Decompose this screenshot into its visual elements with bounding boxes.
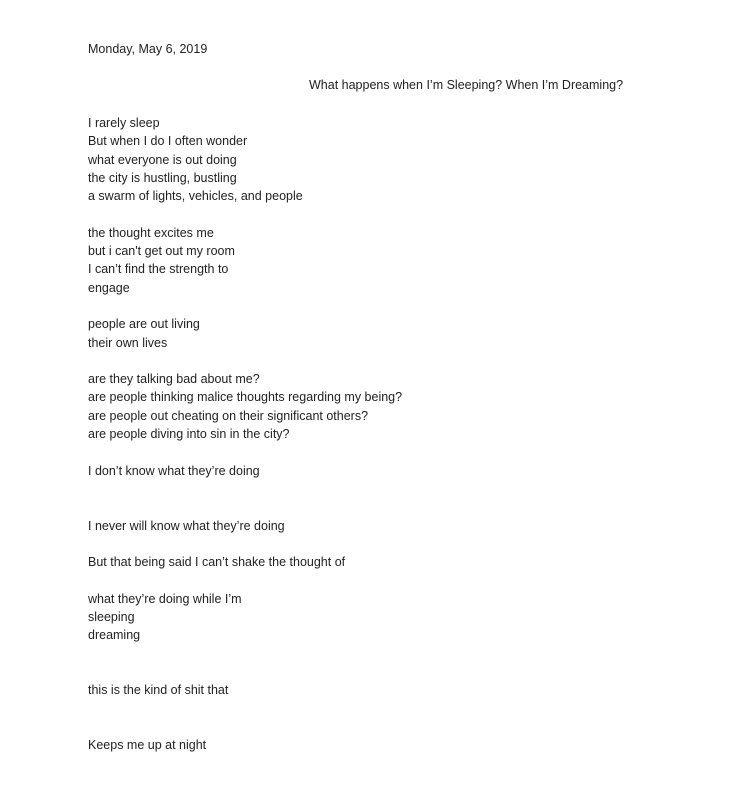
poem-line: the city is hustling, bustling — [88, 170, 237, 185]
blank-line — [88, 443, 688, 461]
poem-line: engage — [88, 280, 130, 295]
poem-line: people are out living — [88, 317, 200, 332]
poem-line: what they’re doing while I’m — [88, 591, 242, 606]
poem-line: But when I do I often wonder — [88, 134, 248, 149]
poem-line: but i can't get out my room — [88, 244, 235, 259]
blank-line — [88, 352, 688, 370]
blank-line — [88, 663, 688, 681]
poem-line: I never will know what they’re doing — [88, 518, 285, 533]
poem-line: I don’t know what they’re doing — [88, 463, 260, 478]
poem-line: dreaming — [88, 628, 141, 643]
blank-line — [88, 535, 688, 553]
poem-line: a swarm of lights, vehicles, and people — [88, 189, 303, 204]
blank-line — [88, 645, 688, 663]
blank-line — [88, 571, 688, 589]
blank-line — [88, 498, 688, 516]
poem-line: the thought excites me — [88, 225, 214, 240]
poem-line: Keeps me up at night — [88, 738, 207, 753]
poem-line: are people diving into sin in the city? — [88, 427, 290, 442]
poem-line: this is the kind of shit that — [88, 683, 229, 698]
poem-line: But that being said I can’t shake the thought of — [88, 555, 346, 570]
poem-line: are people thinking malice thoughts regarding my being? — [88, 390, 403, 405]
poem-line: what everyone is out doing — [88, 152, 237, 167]
poem-line: are people out cheating on their significant others? — [88, 408, 369, 423]
blank-line — [88, 297, 688, 315]
poem-line: sleeping — [88, 610, 135, 625]
blank-line — [88, 480, 688, 498]
poem-line: I rarely sleep — [88, 116, 160, 130]
blank-line — [88, 718, 688, 736]
poem-body — [88, 114, 688, 754]
poem-line: I can’t find the strength to — [88, 262, 229, 277]
blank-line — [88, 700, 688, 718]
document-date: Monday, May 6, 2019 — [88, 42, 208, 56]
blank-line — [88, 205, 688, 223]
document-title: What happens when I’m Sleeping? When I’m Dreaming? — [309, 78, 624, 92]
poem-line: their own lives — [88, 335, 168, 350]
poem-line: are they talking bad about me? — [88, 372, 260, 387]
